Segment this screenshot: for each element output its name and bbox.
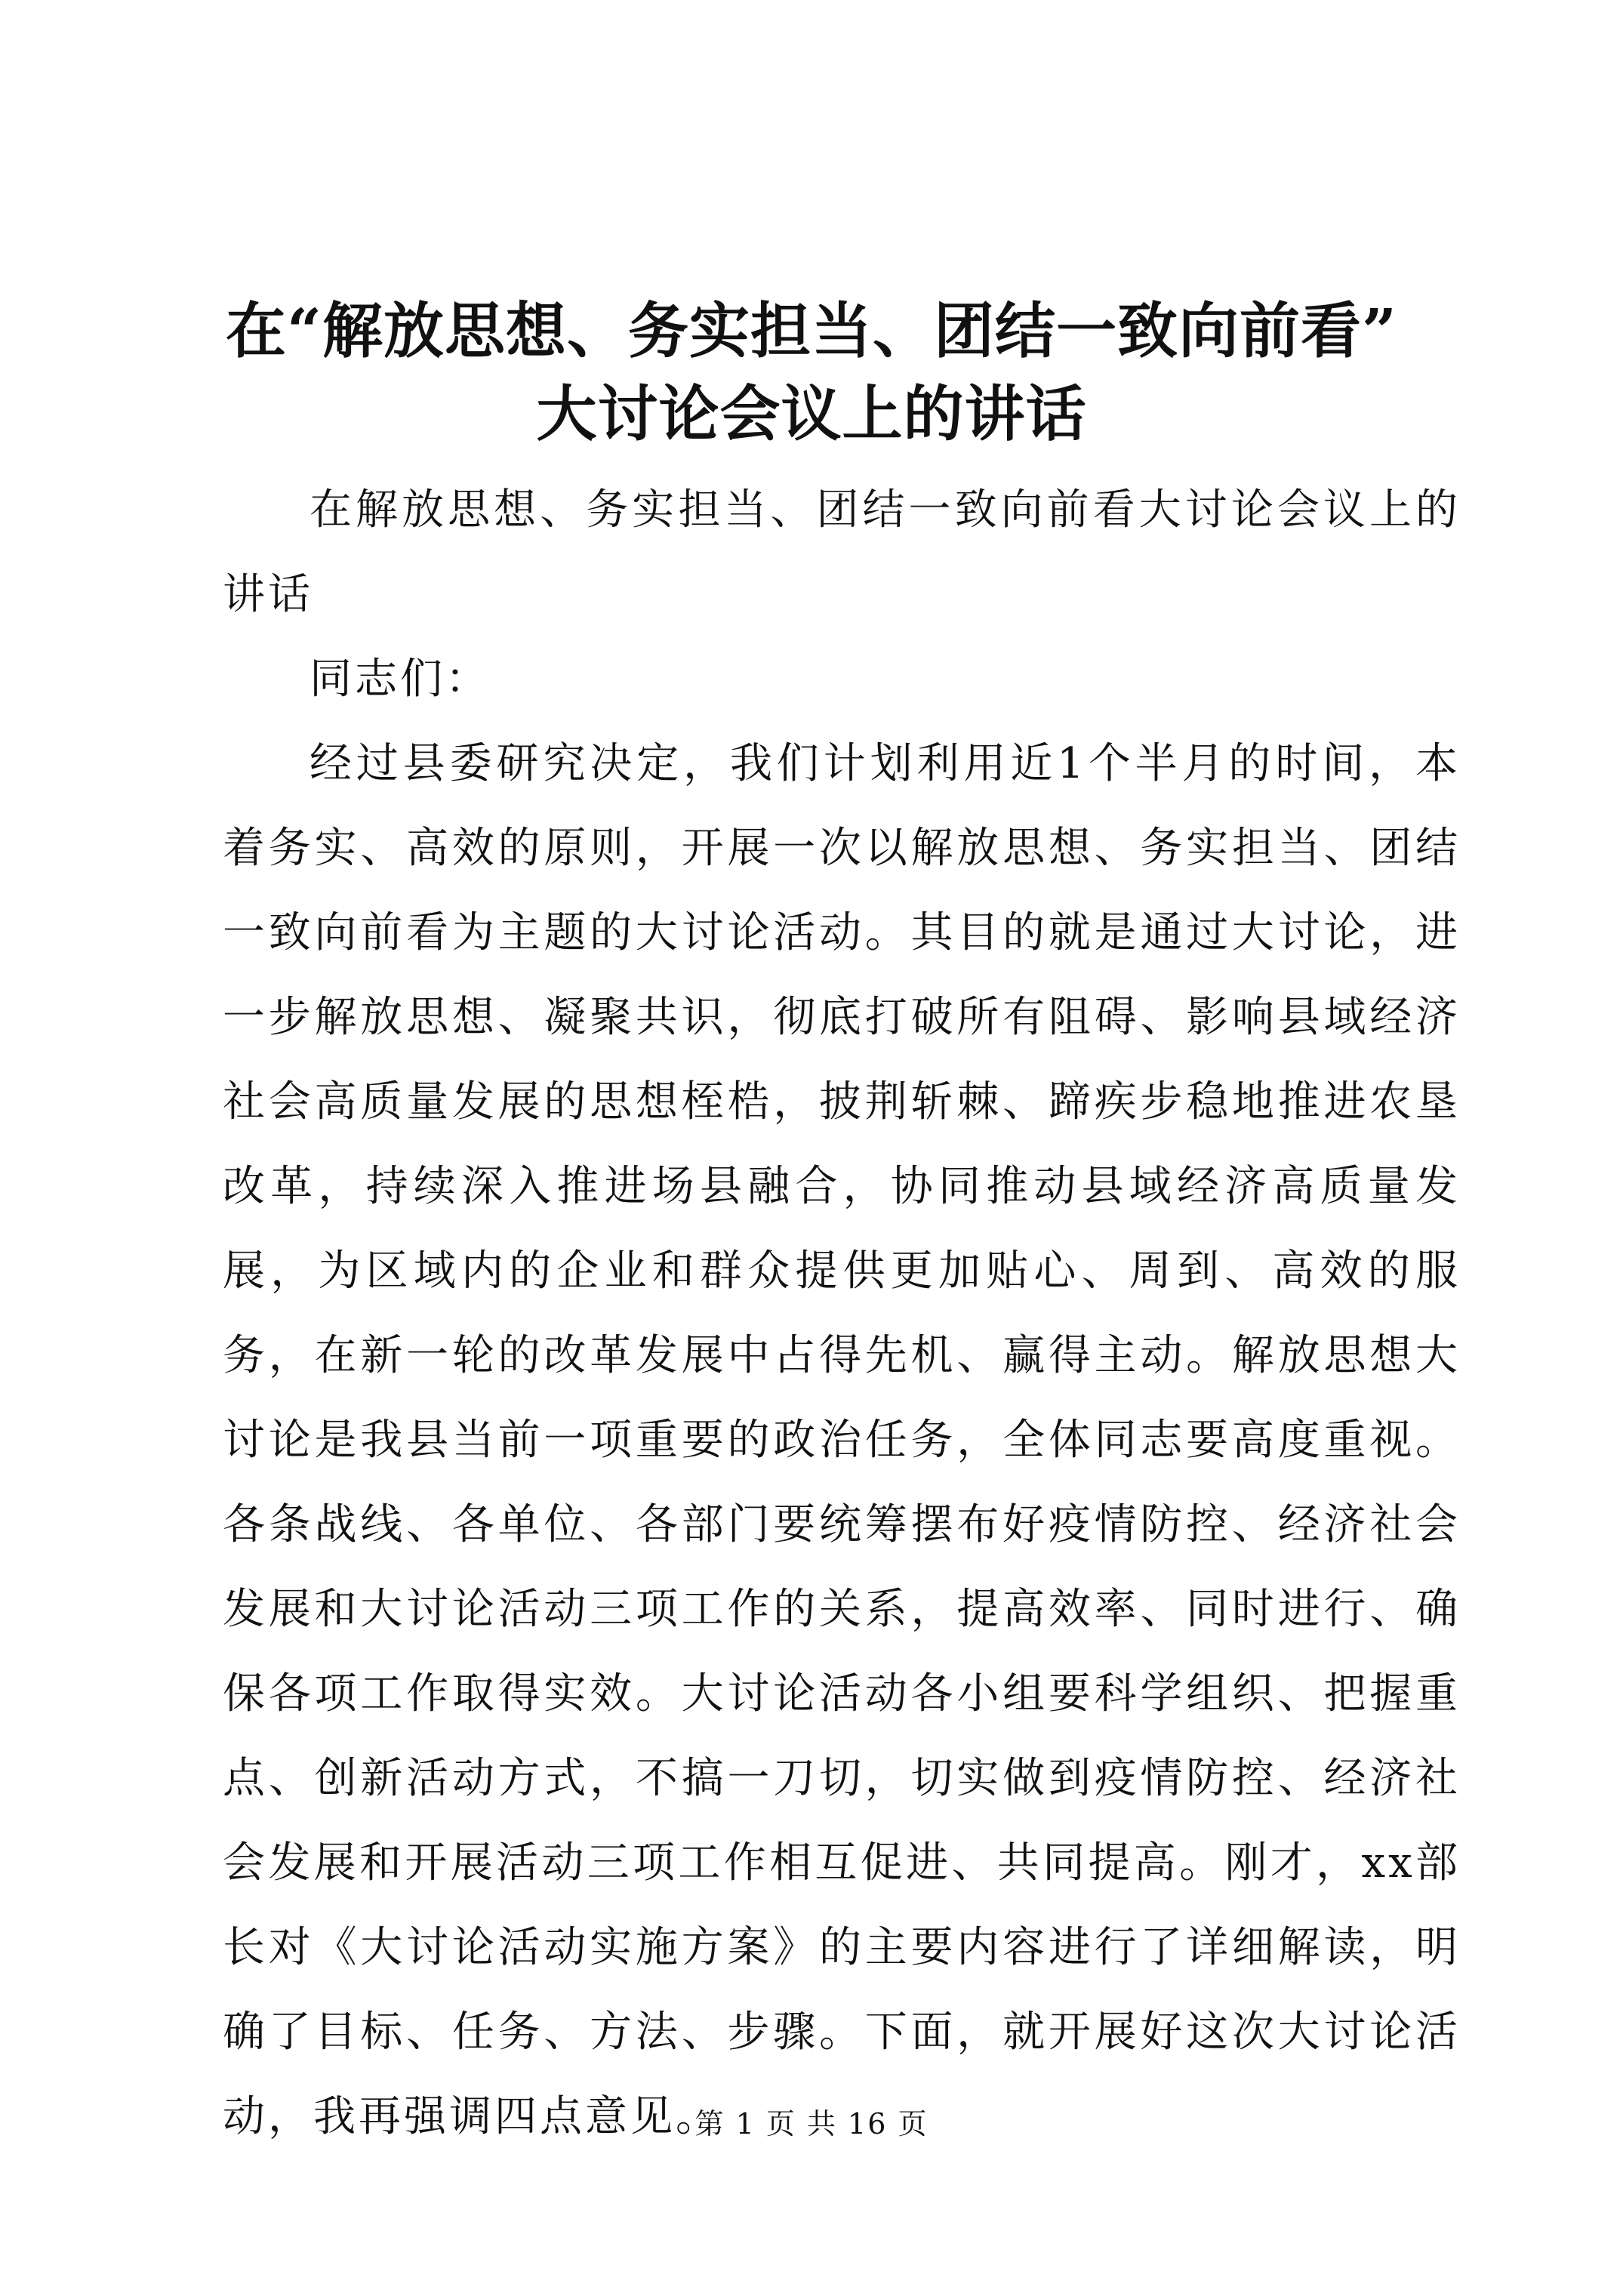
salutation-paragraph: 同志们：	[310, 655, 491, 704]
document-title-line-2: 大讨论会议上的讲话	[536, 378, 1087, 449]
document-body	[223, 468, 1461, 2159]
document-title-line-1: 在“解放思想、务实担当、团结一致向前看”	[225, 295, 1398, 366]
subtitle-paragraph: 在解放思想、务实担当、团结一致向前看大讨论会议上的讲话	[223, 485, 1461, 619]
page-footer: 第 1 页 共 16 页	[694, 2107, 929, 2140]
body-paragraph: 经过县委研究决定，我们计划利用近1个半月的时间，本着务实、高效的原则，开展一次以解放思想、务实担当、团结一致向前看为主题的大讨论活动。其目的就是通过大讨论，进一步解放思想、凝聚共识，彻底打破所有阻碍、影响县域经济社会高质量发展的思想桎梏，披荆斩棘、蹄疾步稳地推进农垦改革，持续深入推进场县融合，协同推动县域经济高质量发展，为区域内的企业和群众提供更加贴心、周到、高效的服务，在新一轮的改革发展中占得先机、赢得主动。解放思想大讨论是我县当前一项重要的政治任务，全体同志要高度重视。各条战线、各单位、各部门要统筹摆布好疫情防控、经济社会发展和大讨论活动三项工作的关系，提高效率、同时进行、确保各项工作取得实效。大讨论活动各小组要科学组织、把握重点、创新活动方式，不搞一刀切，切实做到疫情防控、经济社会发展和开展活动三项工作相互促进、共同提高。刚才，xx部长对《大讨论活动实施方案》的主要内容进行了详细解读，明确了目标、任务、方法、步骤。下面，就开展好这次大讨论活动，我再强调四点意见。	[223, 739, 1461, 2141]
